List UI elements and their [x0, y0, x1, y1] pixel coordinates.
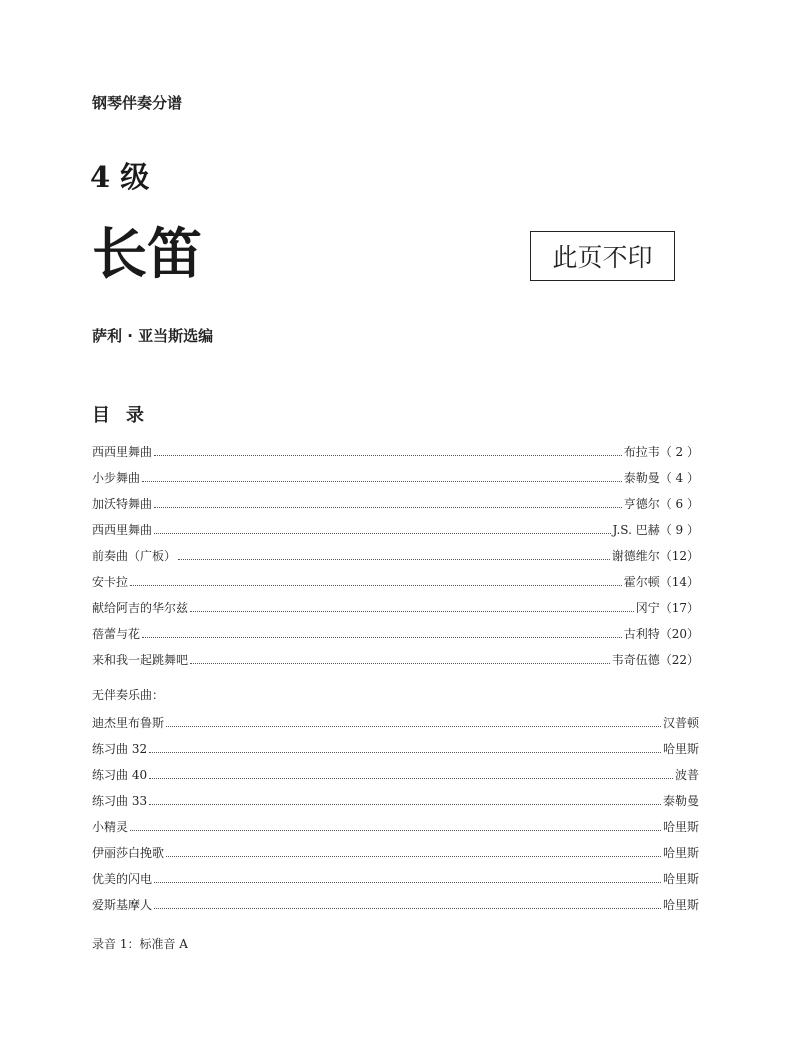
toc-entry-composer: 布拉韦（ 2 ）: [623, 445, 699, 459]
solo-entry-composer: 哈里斯: [662, 872, 699, 886]
toc-entry-title: 西西里舞曲: [92, 445, 153, 459]
solo-entry: [92, 861, 699, 887]
toc-entry-composer: 韦奇伍德（22）: [611, 653, 699, 667]
solo-entry-title: 练习曲 33: [92, 794, 148, 808]
dot-leader: [154, 532, 611, 534]
grade-title: 4 级: [90, 160, 150, 194]
toc-entry: [92, 434, 699, 460]
toc-entry-composer: 冈宁（17）: [635, 601, 699, 615]
toc-entry-title: 西西里舞曲: [92, 523, 153, 537]
editor-credit: 萨利 · 亚当斯选编: [92, 327, 214, 345]
dot-leader: [190, 610, 634, 612]
toc-entry: [92, 616, 699, 642]
toc-entry: [92, 642, 699, 668]
solo-entry-title: 练习曲 32: [92, 742, 148, 756]
solo-entry: [92, 809, 699, 835]
dot-leader: [166, 725, 661, 727]
dot-leader: [130, 829, 661, 831]
toc-unaccompanied-list: [92, 705, 699, 913]
toc-entry-composer: 谢德维尔（12）: [611, 549, 699, 563]
dot-leader: [149, 803, 661, 805]
solo-entry-composer: 汉普顿: [662, 716, 699, 730]
toc-entry-title: 加沃特舞曲: [92, 497, 153, 511]
solo-entry-composer: 哈里斯: [662, 820, 699, 834]
toc-entry-composer: 亨德尔（ 6 ）: [623, 497, 699, 511]
toc-entry-title: 献给阿吉的华尔兹: [92, 601, 189, 615]
dot-leader: [149, 751, 661, 753]
dot-leader: [142, 480, 622, 482]
toc-entry-composer: 古利特（20）: [623, 627, 699, 641]
solo-entry-composer: 哈里斯: [662, 742, 699, 756]
dot-leader: [149, 777, 673, 779]
unaccompanied-label: 无伴奏乐曲：: [92, 688, 165, 702]
solo-entry-title: 优美的闪电: [92, 872, 153, 886]
solo-entry: [92, 705, 699, 731]
dot-leader: [142, 636, 622, 638]
toc-entry: [92, 538, 699, 564]
toc-entry: [92, 590, 699, 616]
solo-entry: [92, 757, 699, 783]
solo-entry-title: 爱斯基摩人: [92, 898, 153, 912]
solo-entry-title: 练习曲 40: [92, 768, 148, 782]
dot-leader: [190, 662, 610, 664]
solo-entry-composer: 哈里斯: [662, 898, 699, 912]
toc-entry-composer: 霍尔顿（14）: [623, 575, 699, 589]
toc-entry: [92, 460, 699, 486]
toc-entry-composer: 泰勒曼（ 4 ）: [623, 471, 699, 485]
solo-entry: [92, 835, 699, 861]
toc-entry: [92, 564, 699, 590]
toc-heading: 目录: [92, 405, 160, 426]
toc-entry-composer: J.S. 巴赫（ 9 ）: [612, 523, 699, 537]
dot-leader: [154, 506, 622, 508]
dot-leader: [166, 855, 661, 857]
toc-entry-title: 安卡拉: [92, 575, 129, 589]
dot-leader: [154, 907, 661, 909]
solo-entry: [92, 731, 699, 757]
solo-entry-title: 伊丽莎白挽歌: [92, 846, 165, 860]
toc-entry-title: 蓓蕾与花: [92, 627, 141, 641]
toc-entry-title: 前奏曲（广板）: [92, 549, 177, 563]
toc-entry-title: 小步舞曲: [92, 471, 141, 485]
toc-main-list: [92, 434, 699, 668]
solo-entry-composer: 泰勒曼: [662, 794, 699, 808]
instrument-title: 长笛: [92, 221, 203, 286]
recording-note: 录音 1：标准音 A: [92, 937, 188, 951]
solo-entry-title: 小精灵: [92, 820, 129, 834]
solo-entry-composer: 波普: [674, 768, 699, 782]
dot-leader: [154, 454, 622, 456]
toc-entry: [92, 486, 699, 512]
solo-entry: [92, 783, 699, 809]
book-subtitle: 钢琴伴奏分谱: [92, 94, 183, 112]
toc-entry-title: 来和我一起跳舞吧: [92, 653, 189, 667]
solo-entry: [92, 887, 699, 913]
dot-leader: [178, 558, 610, 560]
dot-leader: [130, 584, 622, 586]
dot-leader: [154, 881, 661, 883]
solo-entry-composer: 哈里斯: [662, 846, 699, 860]
do-not-print-stamp: 此页不印: [530, 231, 675, 281]
toc-entry: [92, 512, 699, 538]
solo-entry-title: 迪杰里布鲁斯: [92, 716, 165, 730]
